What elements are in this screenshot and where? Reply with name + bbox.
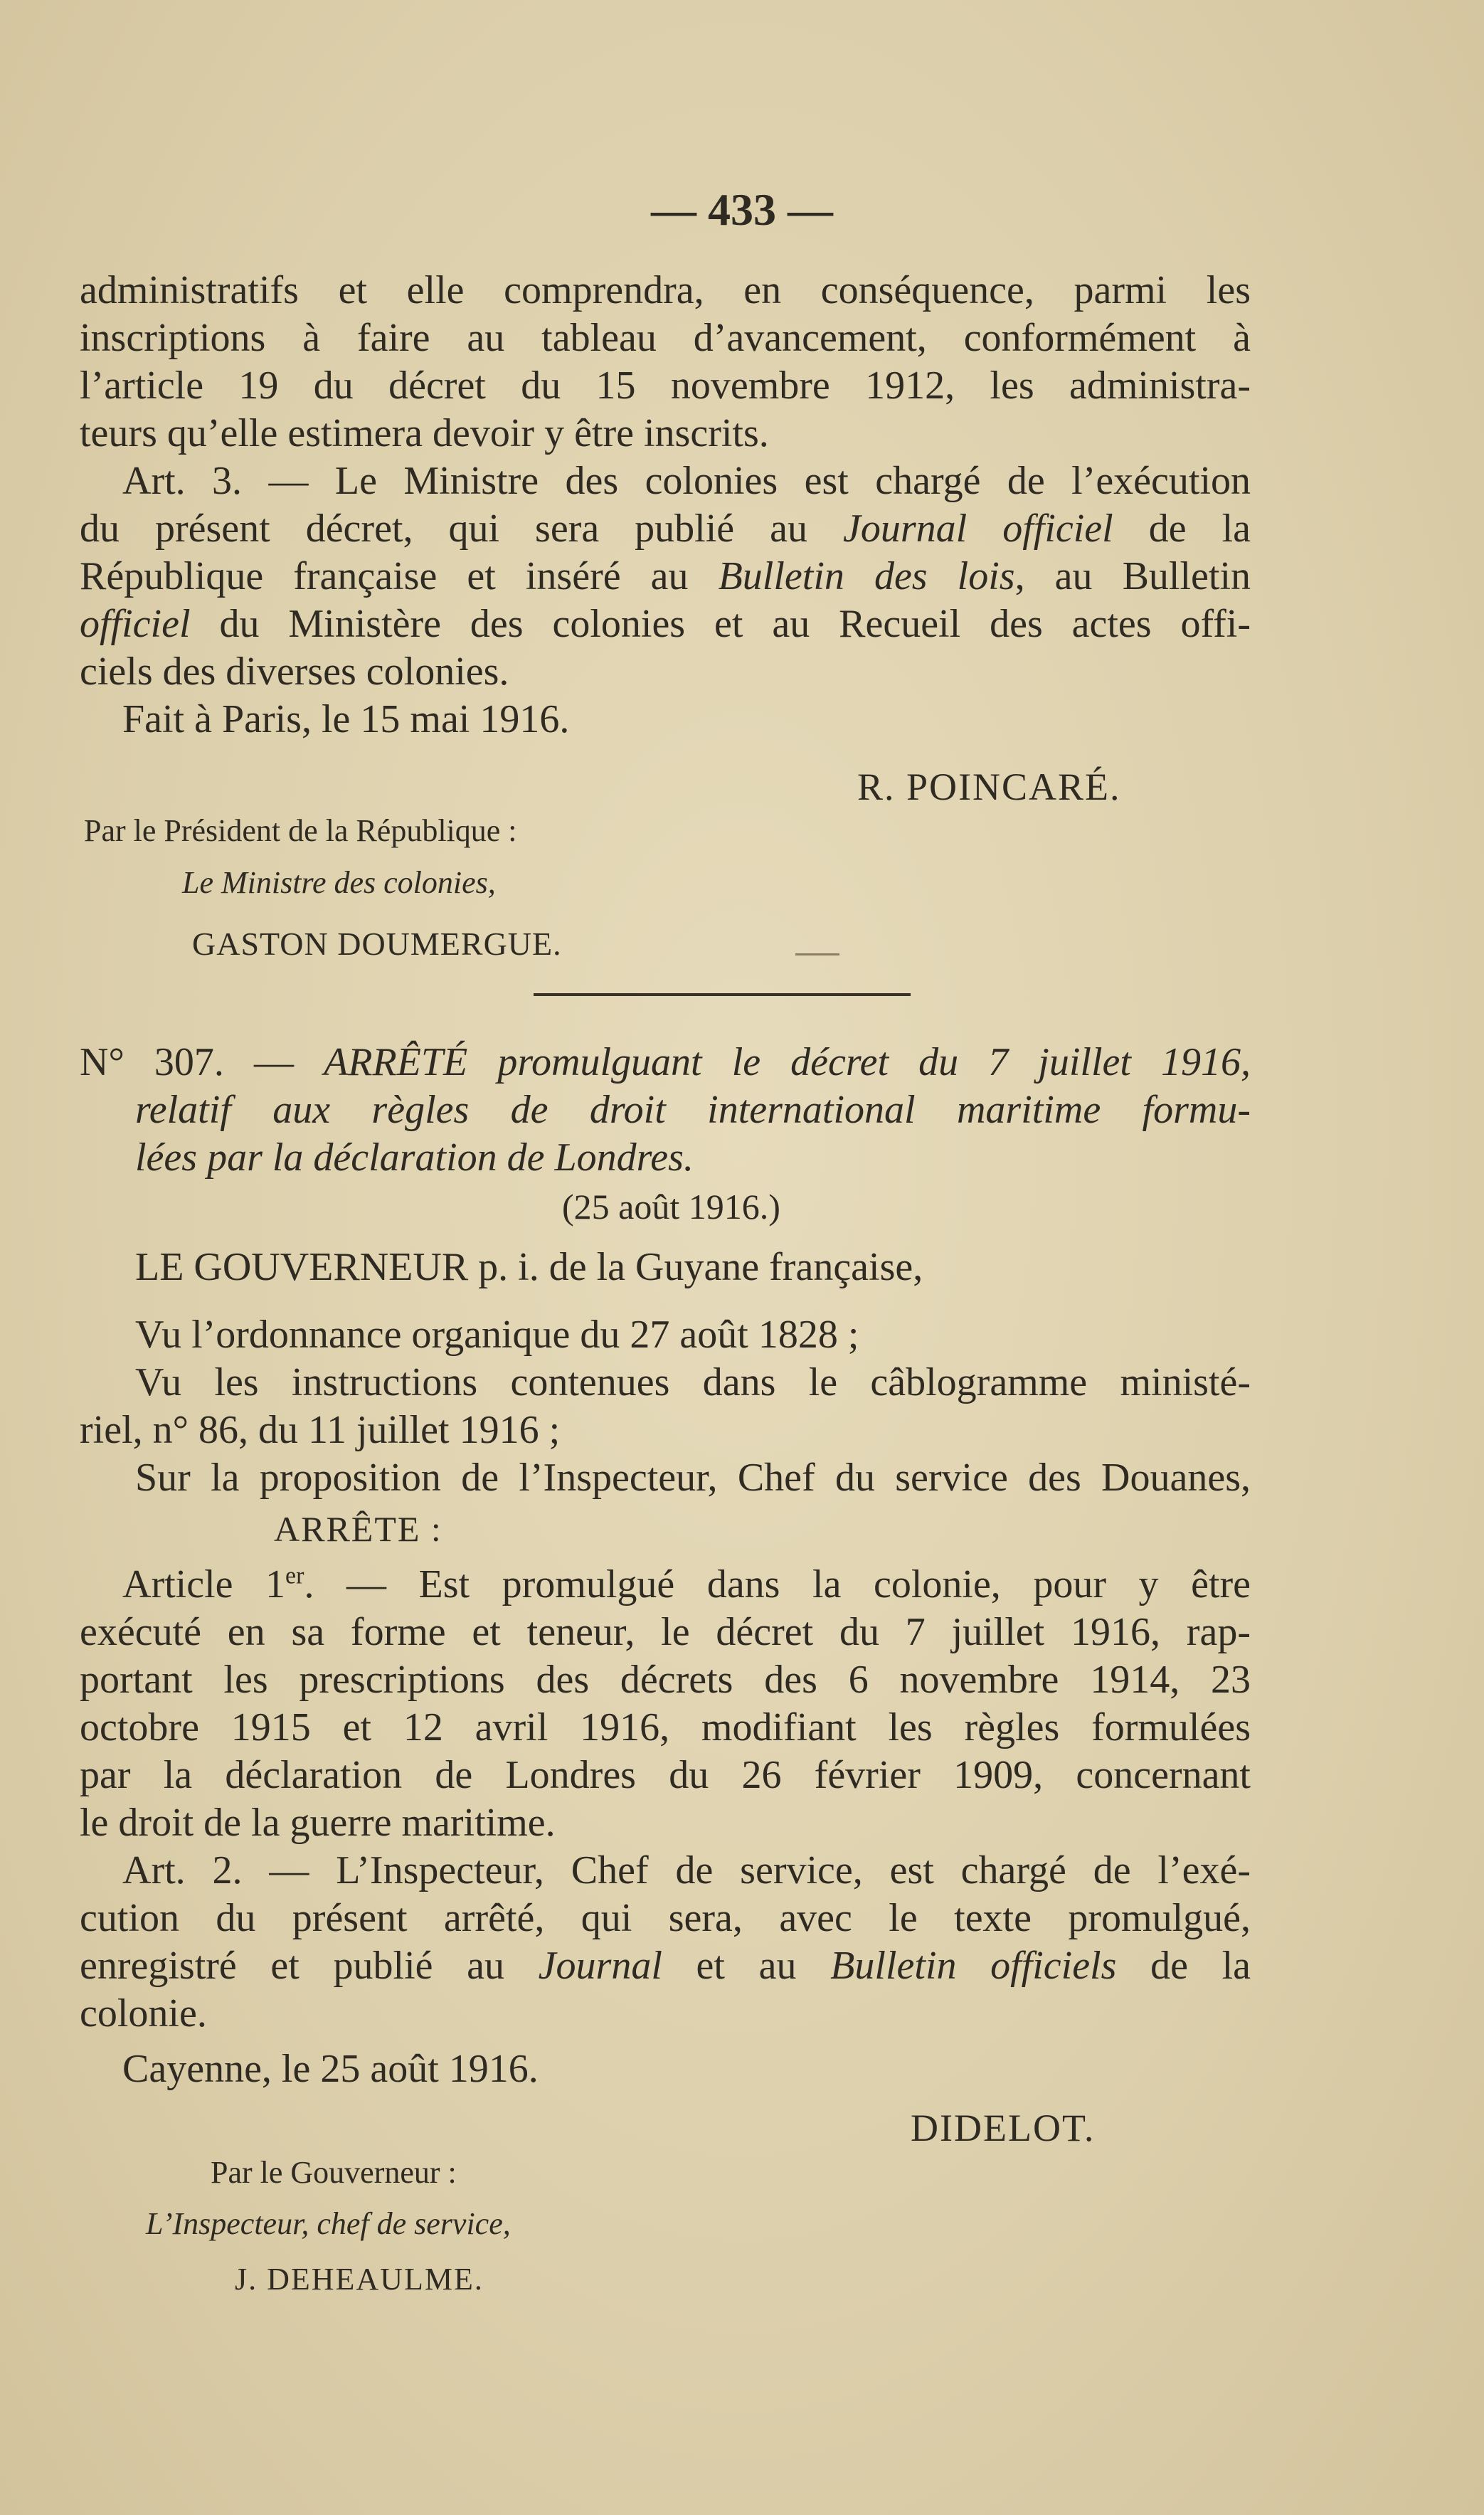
arrete-heading: ARRÊTE :	[274, 1509, 442, 1549]
text-line: par la déclaration de Londres du 26 février 1909, concernant	[80, 1753, 1251, 1797]
text-line: teurs qu’elle estimera devoir y être inscrits.	[80, 411, 769, 455]
text-line: enregistré et publié au Journal et au Bulletin officiels de la	[80, 1944, 1251, 1988]
text-line: Sur la proposition de l’Inspecteur, Chef du service des Douanes,	[135, 1456, 1251, 1500]
text-line: N° 307. — ARRÊTÉ promulguant le décret du 7 juillet 1916,	[80, 1040, 1251, 1084]
text-line: administratifs et elle comprendra, en conséquence, parmi les	[80, 268, 1251, 312]
text-line: ciels des diverses colonies.	[80, 650, 509, 694]
ink-dash	[795, 953, 839, 955]
by-line: Par le Gouverneur :	[211, 2155, 457, 2190]
text-line: riel, n° 86, du 11 juillet 1916 ;	[80, 1408, 561, 1452]
text-line: inscriptions à faire au tableau d’avancement, conformément à	[80, 316, 1251, 360]
text-line: lées par la déclaration de Londres.	[135, 1135, 694, 1180]
text-line: le droit de la guerre maritime.	[80, 1801, 556, 1845]
signer-role: L’Inspecteur, chef de service,	[146, 2206, 511, 2241]
text-line: Fait à Paris, le 15 mai 1916.	[122, 697, 570, 741]
signer-role: Le Ministre des colonies,	[182, 865, 496, 900]
text-line: l’article 19 du décret du 15 novembre 1912, les administra-	[80, 364, 1251, 408]
countersigner-name: GASTON DOUMERGUE.	[192, 926, 562, 962]
page-number: — 433 —	[651, 184, 833, 235]
text-line: Art. 3. — Le Ministre des colonies est chargé de l’exécution	[122, 459, 1251, 503]
text-line: officiel du Ministère des colonies et au Recueil des actes offi-	[80, 602, 1251, 646]
signer-name: DIDELOT.	[911, 2107, 1096, 2149]
text-line: République française et inséré au Bulletin des lois, au Bulletin	[80, 554, 1251, 598]
text-line: Art. 2. — L’Inspecteur, Chef de service, est chargé de l’exé-	[122, 1848, 1251, 1892]
text-line: relatif aux règles de droit international maritime formu-	[135, 1088, 1251, 1132]
text-line: octobre 1915 et 12 avril 1916, modifiant les règles formulées	[80, 1705, 1251, 1749]
text-line: cution du présent arrêté, qui sera, avec le texte promulgué,	[80, 1896, 1251, 1940]
text-line: exécuté en sa forme et teneur, le décret du 7 juillet 1916, rap-	[80, 1610, 1251, 1654]
text-line: Cayenne, le 25 août 1916.	[122, 2047, 539, 2091]
text-line: Vu l’ordonnance organique du 27 août 1828 ;	[135, 1313, 859, 1357]
by-line: Par le Président de la République :	[84, 813, 517, 848]
text-line: du présent décret, qui sera publié au Journal officiel de la	[80, 507, 1251, 551]
text-line: colonie.	[80, 1991, 207, 2035]
text-line: Article 1er. — Est promulgué dans la colonie, pour y être	[122, 1562, 1251, 1606]
section-divider	[534, 993, 911, 996]
countersigner-name: J. DEHEAULME.	[235, 2262, 484, 2297]
text-line: portant les prescriptions des décrets des 6 novembre 1914, 23	[80, 1658, 1251, 1702]
text-line: LE GOUVERNEUR p. i. de la Guyane française,	[135, 1245, 923, 1289]
text-line: Vu les instructions contenues dans le câblogramme ministé-	[135, 1360, 1251, 1404]
signer-name: R. POINCARÉ.	[857, 766, 1121, 808]
decree-date: (25 août 1916.)	[562, 1187, 780, 1227]
